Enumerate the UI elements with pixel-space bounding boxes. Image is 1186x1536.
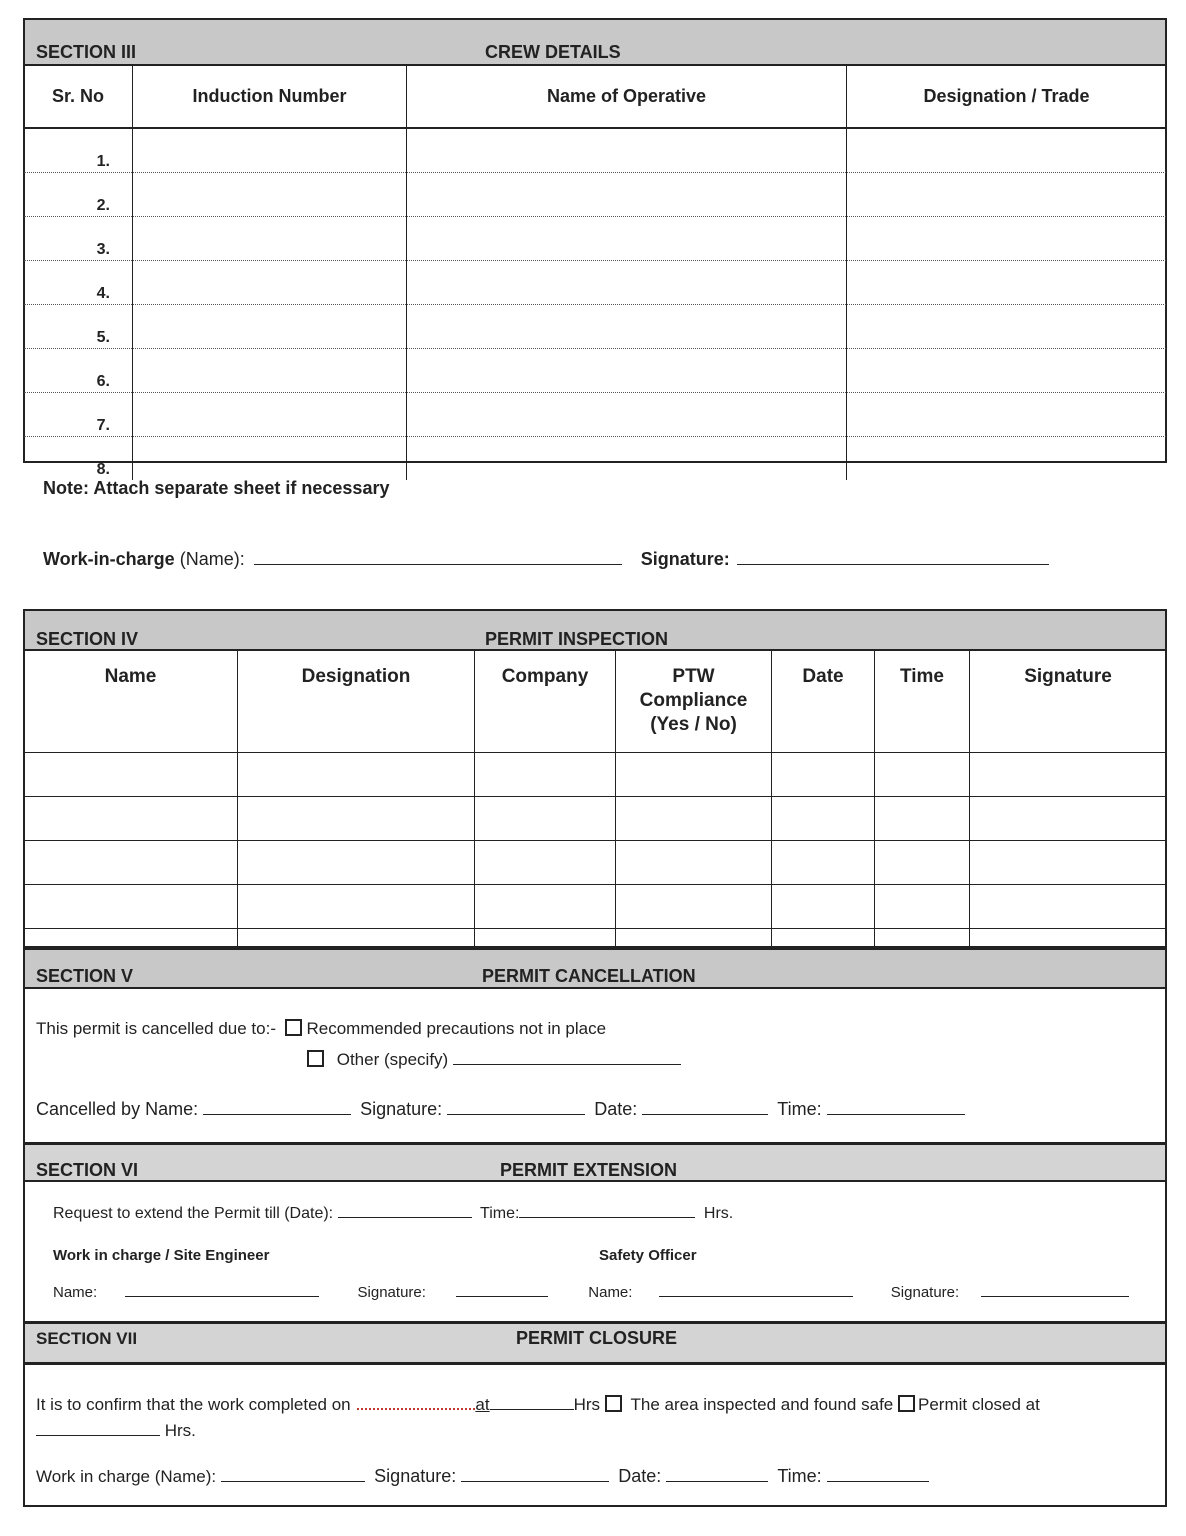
inspection-row — [24, 753, 1166, 797]
col-sr-no: Sr. No — [24, 66, 133, 128]
cancelled-by-row — [36, 1099, 1136, 1120]
time-cell[interactable] — [875, 885, 970, 929]
date-cell[interactable] — [772, 753, 875, 797]
option-precautions-label: Recommended precautions not in place — [306, 1019, 607, 1038]
induction-cell[interactable] — [133, 128, 407, 173]
designation-cell[interactable] — [238, 885, 475, 929]
name-cell[interactable] — [24, 841, 238, 885]
designation-cell[interactable] — [238, 753, 475, 797]
section-7-title: PERMIT CLOSURE — [516, 1328, 678, 1348]
name-cell[interactable] — [24, 753, 238, 797]
cancel-date-field[interactable] — [642, 1114, 768, 1115]
closure-confirm-row — [36, 1395, 1161, 1415]
col-time: Time — [875, 651, 970, 753]
section-3-header — [25, 20, 1165, 66]
crew-row-number: 5. — [24, 305, 133, 349]
extension-hrs-label: Hrs. — [703, 1205, 734, 1222]
time-cell[interactable] — [875, 797, 970, 841]
signature-cell[interactable] — [970, 885, 1167, 929]
crew-row — [24, 349, 1166, 393]
extension-time-label: Time: — [480, 1205, 520, 1222]
col-designation-trade: Designation / Trade — [847, 66, 1167, 128]
section-4-title: PERMIT INSPECTION — [485, 629, 669, 649]
company-cell[interactable] — [475, 841, 616, 885]
crew-row-number: 4. — [24, 261, 133, 305]
extension-sign-row — [53, 1284, 1153, 1301]
attach-note: Note: Attach separate sheet if necessary — [43, 478, 390, 498]
wic-signature-field[interactable] — [456, 1296, 548, 1297]
cancelled-by-label: Cancelled by Name: — [36, 1099, 199, 1119]
operative-cell[interactable] — [407, 393, 847, 437]
cancel-signature-label: Signature: — [360, 1099, 443, 1119]
extension-request-row — [53, 1205, 1053, 1223]
date-cell[interactable] — [772, 885, 875, 929]
col-induction-number: Induction Number — [133, 66, 407, 128]
crew-row — [24, 393, 1166, 437]
designation-cell[interactable] — [847, 393, 1167, 437]
signature-cell[interactable] — [970, 841, 1167, 885]
operative-cell[interactable] — [407, 261, 847, 305]
wic-name-field[interactable] — [125, 1296, 319, 1297]
time-cell[interactable] — [875, 753, 970, 797]
cancel-time-field[interactable] — [827, 1114, 965, 1115]
section-7-header — [25, 1321, 1165, 1365]
closure-hrs-row — [36, 1421, 336, 1441]
col-name: Name — [24, 651, 238, 753]
inspection-row — [24, 885, 1166, 929]
wic-name-label: Name: — [53, 1284, 98, 1301]
closure-confirm-label: It is to confirm that the work completed on — [36, 1395, 351, 1414]
closure-hrs2-label: Hrs. — [164, 1421, 196, 1440]
ptw-line-3: (Yes / No) — [650, 714, 737, 735]
permit-closed-label: Permit closed at — [917, 1395, 1040, 1414]
operative-cell[interactable] — [407, 437, 847, 481]
so-signature-label: Signature: — [890, 1284, 960, 1301]
section-5-header — [25, 946, 1165, 989]
closure-time-label: Time: — [777, 1466, 822, 1486]
crew-table — [24, 66, 1166, 480]
section-7-label: SECTION VII — [36, 1329, 138, 1348]
induction-cell[interactable] — [133, 217, 407, 261]
induction-cell[interactable] — [133, 173, 407, 217]
section-5-label: SECTION V — [36, 966, 134, 986]
section-4-header — [25, 611, 1165, 651]
inspection-table — [24, 650, 1166, 973]
designation-cell[interactable] — [238, 841, 475, 885]
col-company: Company — [475, 651, 616, 753]
cancelled-by-name-field[interactable] — [203, 1114, 351, 1115]
induction-cell[interactable] — [133, 393, 407, 437]
extension-request-label: Request to extend the Permit till (Date): — [53, 1205, 334, 1222]
closure-wic-field[interactable] — [221, 1481, 365, 1482]
ptw-line-2: Compliance — [639, 690, 748, 711]
designation-cell[interactable] — [238, 797, 475, 841]
crew-row — [24, 437, 1166, 481]
inspection-row — [24, 797, 1166, 841]
so-name-label: Name: — [588, 1284, 633, 1301]
closure-time-field[interactable] — [490, 1409, 574, 1410]
closure-time-field2[interactable] — [827, 1481, 929, 1482]
designation-cell[interactable] — [847, 261, 1167, 305]
work-in-charge-label: Work-in-charge — [43, 549, 175, 569]
section-3 — [23, 18, 1167, 478]
cancel-reason-label: This permit is cancelled due to:- — [36, 1019, 276, 1038]
crew-row — [24, 217, 1166, 261]
so-signature-field[interactable] — [981, 1296, 1129, 1297]
cancel-time-label: Time: — [777, 1099, 822, 1119]
crew-row — [24, 173, 1166, 217]
section-5-title: PERMIT CANCELLATION — [482, 966, 696, 986]
extension-date-field[interactable] — [338, 1217, 472, 1218]
wic-signature-label: Signature: — [357, 1284, 426, 1301]
inspection-header-row — [24, 651, 1166, 753]
crew-row-number: 2. — [24, 173, 133, 217]
inspection-row — [24, 841, 1166, 885]
sections-iv-vii — [23, 609, 1167, 1507]
time-cell[interactable] — [875, 841, 970, 885]
section-6-header — [25, 1142, 1165, 1182]
operative-cell[interactable] — [407, 128, 847, 173]
crew-row-number: 8. — [24, 437, 133, 481]
ptw-cell[interactable] — [616, 841, 772, 885]
operative-cell[interactable] — [407, 217, 847, 261]
section-4-label: SECTION IV — [36, 629, 139, 649]
designation-cell[interactable] — [847, 437, 1167, 481]
closure-date-label: Date: — [618, 1466, 662, 1486]
crew-header-row — [24, 66, 1166, 128]
name-cell[interactable] — [24, 797, 238, 841]
section-6-label: SECTION VI — [36, 1160, 139, 1180]
work-in-charge-signature-label: Signature: — [640, 549, 730, 569]
closure-hrs-label: Hrs — [573, 1395, 601, 1414]
checkbox-other[interactable] — [307, 1050, 324, 1067]
cancel-signature-field[interactable] — [447, 1114, 585, 1115]
checkbox-permit-closed[interactable] — [898, 1395, 915, 1412]
company-cell[interactable] — [475, 753, 616, 797]
crew-row-number: 3. — [24, 217, 133, 261]
induction-cell[interactable] — [133, 437, 407, 481]
col-designation: Designation — [238, 651, 475, 753]
induction-cell[interactable] — [133, 305, 407, 349]
operative-cell[interactable] — [407, 349, 847, 393]
extension-time-field[interactable] — [519, 1217, 695, 1218]
crew-row — [24, 305, 1166, 349]
closure-wic-label: Work in charge (Name): — [36, 1467, 217, 1486]
cancel-other-row — [307, 1050, 807, 1070]
ptw-cell[interactable] — [616, 797, 772, 841]
operative-cell[interactable] — [407, 173, 847, 217]
date-cell[interactable] — [772, 797, 875, 841]
closure-date-field2[interactable] — [666, 1481, 768, 1482]
designation-cell[interactable] — [847, 305, 1167, 349]
section-3-label: SECTION III — [36, 42, 137, 62]
induction-cell[interactable] — [133, 349, 407, 393]
ptw-cell[interactable] — [616, 885, 772, 929]
signature-cell[interactable] — [970, 797, 1167, 841]
checkbox-precautions[interactable] — [285, 1019, 302, 1036]
closure-sign-row — [36, 1466, 1136, 1487]
date-cell[interactable] — [772, 841, 875, 885]
operative-cell[interactable] — [407, 305, 847, 349]
option-other-label: Other (specify) — [336, 1050, 449, 1069]
crew-row-number: 7. — [24, 393, 133, 437]
company-cell[interactable] — [475, 797, 616, 841]
so-name-field[interactable] — [659, 1296, 853, 1297]
closure-at-label: at — [475, 1395, 490, 1414]
section-6-title: PERMIT EXTENSION — [500, 1160, 678, 1180]
section-3-title: CREW DETAILS — [485, 42, 621, 62]
col-date: Date — [772, 651, 875, 753]
checkbox-area-safe[interactable] — [605, 1395, 622, 1412]
crew-row — [24, 128, 1166, 173]
crew-row-number: 1. — [24, 128, 133, 173]
work-in-charge-name-field[interactable] — [254, 564, 622, 565]
designation-cell[interactable] — [847, 173, 1167, 217]
designation-cell[interactable] — [847, 217, 1167, 261]
other-specify-field[interactable] — [453, 1064, 681, 1065]
col-ptw-compliance — [616, 651, 772, 753]
induction-cell[interactable] — [133, 261, 407, 305]
signature-cell[interactable] — [970, 753, 1167, 797]
crew-row-number: 6. — [24, 349, 133, 393]
closure-date-field[interactable] — [357, 1408, 475, 1410]
crew-row — [24, 261, 1166, 305]
company-cell[interactable] — [475, 885, 616, 929]
closure-signature-field[interactable] — [461, 1481, 609, 1482]
cancel-reason-row — [36, 1019, 1136, 1039]
area-safe-label: The area inspected and found safe — [630, 1395, 894, 1414]
col-signature: Signature — [970, 651, 1167, 753]
cancel-date-label: Date: — [594, 1099, 638, 1119]
work-in-charge-row — [43, 549, 1103, 570]
work-in-charge-heading: Work in charge / Site Engineer — [53, 1247, 270, 1264]
col-name-of-operative: Name of Operative — [407, 66, 847, 128]
safety-officer-heading: Safety Officer — [599, 1247, 697, 1264]
designation-cell[interactable] — [847, 128, 1167, 173]
work-in-charge-signature-field[interactable] — [737, 564, 1049, 565]
closure-closed-time-field[interactable] — [36, 1435, 160, 1436]
ptw-cell[interactable] — [616, 753, 772, 797]
closure-signature-label: Signature: — [374, 1466, 457, 1486]
ptw-line-1: PTW — [672, 666, 715, 687]
name-cell[interactable] — [24, 885, 238, 929]
work-in-charge-suffix: (Name): — [179, 549, 245, 569]
designation-cell[interactable] — [847, 349, 1167, 393]
